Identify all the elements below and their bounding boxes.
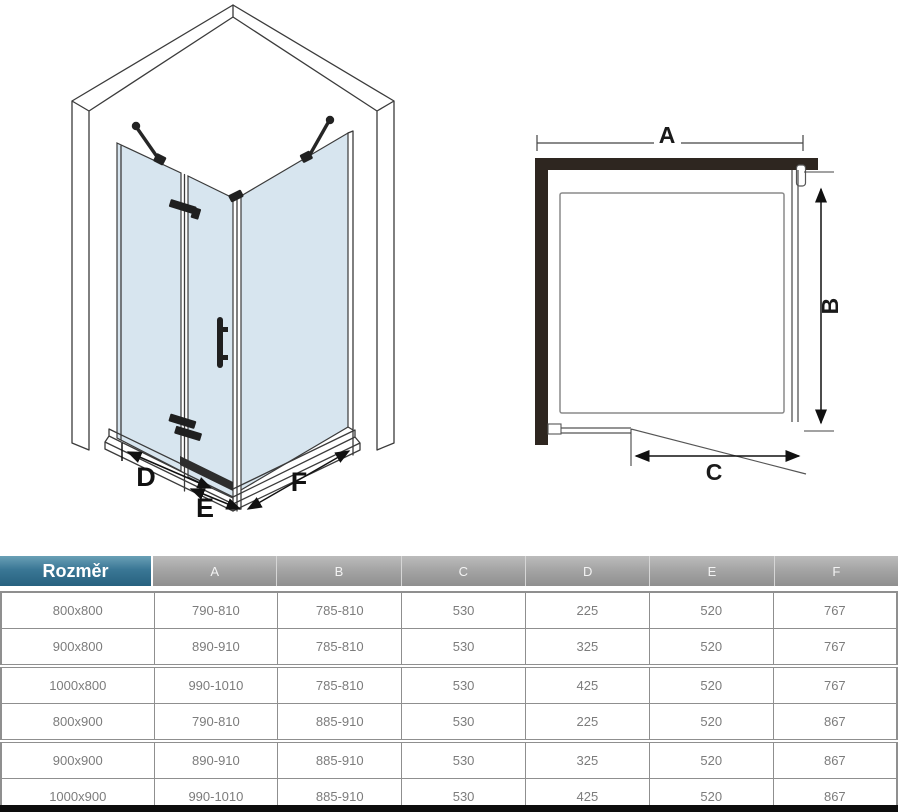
table-cell: 785-810 — [278, 666, 402, 704]
table-row — [1, 629, 897, 667]
header-cell-f: F — [775, 556, 898, 586]
dimension-b — [804, 172, 843, 431]
table-cell: 885-910 — [278, 704, 402, 742]
header-cell-d: D — [526, 556, 650, 586]
table-cell: 890-910 — [154, 741, 278, 779]
dim-label-e: E — [195, 493, 215, 523]
table-cell: 325 — [525, 741, 649, 779]
right-side-panel — [241, 133, 348, 490]
table-cell: 800x800 — [1, 592, 154, 629]
dimension-a — [537, 121, 803, 151]
table-cell: 520 — [649, 629, 773, 667]
left-wall — [535, 158, 548, 445]
table-cell: 520 — [649, 779, 773, 812]
dim-label-d: D — [136, 462, 156, 492]
table-cell: 530 — [402, 666, 526, 704]
table-row — [1, 741, 897, 779]
header-cell-a: A — [153, 556, 277, 586]
table-cell: 325 — [525, 629, 649, 667]
top-wall — [537, 158, 818, 170]
dim-label-b: B — [817, 297, 843, 315]
header-cell-b: B — [277, 556, 401, 586]
table-row — [1, 704, 897, 742]
table-cell: 867 — [773, 704, 897, 742]
header-cell-e: E — [650, 556, 774, 586]
table-cell: 900x900 — [1, 741, 154, 779]
table-cell: 425 — [525, 666, 649, 704]
support-bar-knob — [132, 122, 140, 130]
table-cell: 785-810 — [278, 592, 402, 629]
table-cell: 885-910 — [278, 741, 402, 779]
table-cell: 520 — [649, 741, 773, 779]
table-cell: 1000x800 — [1, 666, 154, 704]
table-cell: 425 — [525, 779, 649, 812]
dim-label-c: C — [705, 459, 723, 485]
table-cell: 530 — [402, 779, 526, 812]
door-panel — [188, 176, 233, 498]
header-cell-c: C — [402, 556, 526, 586]
table-cell: 790-810 — [154, 704, 278, 742]
table-cell: 785-810 — [278, 629, 402, 667]
dimension-c — [631, 429, 799, 485]
header-cell-dimension: Rozměr — [0, 556, 153, 586]
glass-panels — [117, 131, 353, 511]
table-cell: 800x900 — [1, 704, 154, 742]
isometric-diagram — [0, 0, 470, 545]
bottom-divider-bar — [0, 805, 898, 812]
table-cell: 900x800 — [1, 629, 154, 667]
table-cell: 767 — [773, 666, 897, 704]
table-cell: 520 — [649, 592, 773, 629]
table-cell: 225 — [525, 592, 649, 629]
support-bar-knob — [326, 116, 334, 124]
table-cell: 1000x900 — [1, 779, 154, 812]
table-cell: 885-910 — [278, 779, 402, 812]
front-panel-and-door — [548, 424, 806, 474]
table-cell: 530 — [402, 629, 526, 667]
table-cell: 225 — [525, 704, 649, 742]
table-header-row — [0, 556, 898, 586]
side-glass-panel — [792, 170, 798, 422]
tray-outline — [560, 193, 784, 413]
table-row — [1, 666, 897, 704]
table-cell: 990-1010 — [154, 779, 278, 812]
dimensions-table — [0, 556, 898, 812]
table-cell: 530 — [402, 704, 526, 742]
table-cell: 530 — [402, 741, 526, 779]
table-cell: 790-810 — [154, 592, 278, 629]
dim-label-f: F — [290, 467, 308, 497]
table-cell: 520 — [649, 666, 773, 704]
table-cell: 867 — [773, 741, 897, 779]
dim-label-a: A — [658, 122, 676, 148]
table-cell: 990-1010 — [154, 666, 278, 704]
table-cell: 890-910 — [154, 629, 278, 667]
wall-bracket — [548, 424, 561, 434]
table-cell: 867 — [773, 779, 897, 812]
table-cell: 530 — [402, 592, 526, 629]
plan-diagram — [515, 105, 898, 505]
table-cell: 767 — [773, 592, 897, 629]
table-cell: 767 — [773, 629, 897, 667]
table-row — [1, 592, 897, 629]
table-cell: 520 — [649, 704, 773, 742]
